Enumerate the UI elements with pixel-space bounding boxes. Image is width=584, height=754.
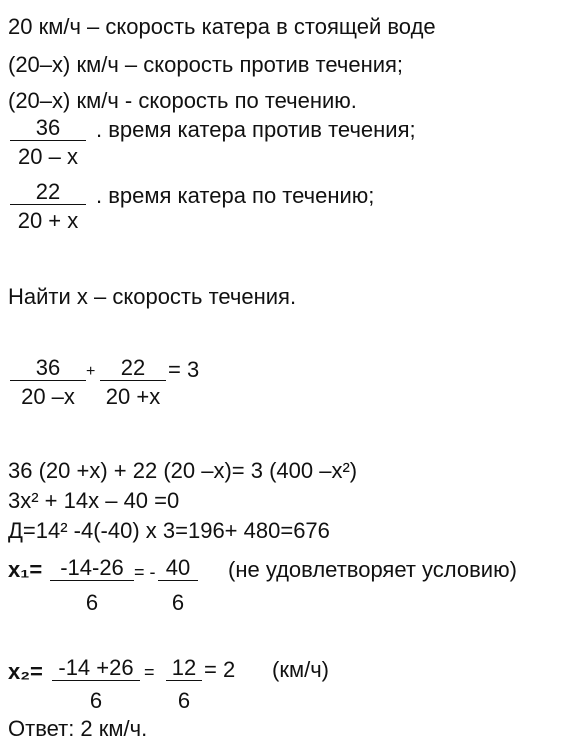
quadratic-equation: 3х² + 14х – 40 =0 <box>8 488 180 513</box>
fraction-denominator: 6 <box>171 590 185 615</box>
discriminant-line: Д=14² -4(-40) х 3=196+ 480=676 <box>8 518 330 543</box>
x2-result-fraction <box>166 656 202 713</box>
x1-note: (не удовлетворяет условию) <box>228 557 517 582</box>
expanded-equation: 36 (20 +х) + 22 (20 –х)= 3 (400 –х²) <box>8 458 358 483</box>
fraction-denominator: 20 +х <box>105 384 161 409</box>
x1-result-fraction <box>158 556 198 615</box>
x2-fraction <box>52 656 140 713</box>
equation-fraction-a <box>10 356 86 409</box>
x1-equals: = - <box>134 562 156 582</box>
time-downstream-text: . время катера по течению; <box>96 183 375 208</box>
answer-line: Ответ: 2 км/ч. <box>8 716 148 741</box>
fraction-numerator: -14-26 <box>50 556 134 581</box>
fraction-denominator: 6 <box>89 688 103 713</box>
fraction-denominator: 20 –х <box>21 384 75 409</box>
fraction-numerator: 22 <box>100 356 166 381</box>
time-upstream-text: . время катера против течения; <box>96 117 416 142</box>
find-statement: Найти х – скорость течения. <box>8 284 297 309</box>
fraction-denominator: 20 – х <box>18 144 78 169</box>
fraction-denominator: 6 <box>85 590 99 615</box>
x1-label: х₁= <box>8 557 43 582</box>
fraction-numerator: -14 +26 <box>52 656 140 681</box>
equation-fraction-b <box>100 356 166 409</box>
fraction-denominator: 6 <box>177 688 191 713</box>
x2-result: = 2 <box>204 657 236 682</box>
x2-equals: = <box>144 662 155 682</box>
time-downstream-fraction <box>10 180 86 233</box>
x2-label: х₂= <box>8 659 43 684</box>
fraction-numerator: 36 <box>10 116 86 141</box>
equation-rhs: = 3 <box>168 357 200 382</box>
fraction-denominator: 20 + х <box>17 208 79 233</box>
x1-fraction <box>50 556 134 615</box>
time-upstream-fraction <box>10 116 86 169</box>
fraction-numerator: 36 <box>10 356 86 381</box>
plus-sign: + <box>86 363 96 380</box>
speed-downstream-line: (20–х) км/ч - скорость по течению. <box>8 88 357 113</box>
speed-still-water-line: 20 км/ч – скорость катера в стоящей воде <box>8 14 436 39</box>
fraction-numerator: 22 <box>10 180 86 205</box>
fraction-numerator: 40 <box>158 556 198 581</box>
speed-upstream-line: (20–х) км/ч – скорость против течения; <box>8 52 404 77</box>
x2-unit: (км/ч) <box>272 657 329 682</box>
fraction-numerator: 12 <box>166 656 202 681</box>
